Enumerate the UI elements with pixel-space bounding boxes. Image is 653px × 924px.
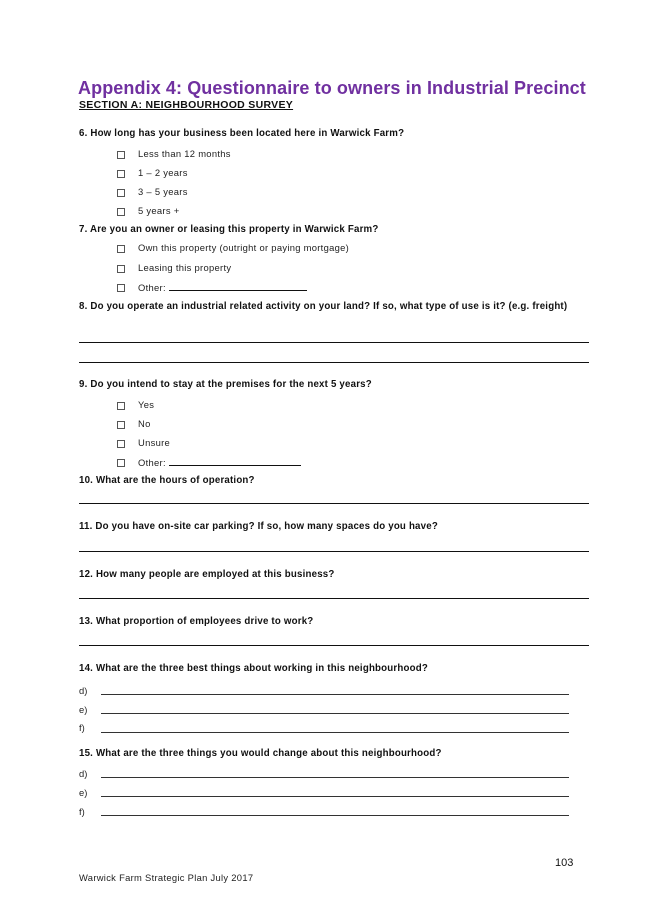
question-7: 7. Are you an owner or leasing this property in Warwick Farm? — [79, 224, 379, 235]
option-label: Own this property (outright or paying mortgage) — [138, 242, 350, 253]
option-label: Other: — [138, 281, 307, 293]
checkbox-icon[interactable] — [117, 402, 125, 410]
item-letter: d) — [79, 685, 88, 696]
item-letter: f) — [79, 722, 85, 733]
question-11: 11. Do you have on-site car parking? If so, how many spaces do you have? — [79, 521, 438, 532]
checkbox-icon[interactable] — [117, 170, 125, 178]
option-label: 1 – 2 years — [138, 167, 188, 178]
option-label: Unsure — [138, 437, 171, 448]
item-letter: e) — [79, 787, 88, 798]
checkbox-icon[interactable] — [117, 151, 125, 159]
answer-line[interactable] — [101, 796, 569, 797]
checkbox-icon[interactable] — [117, 189, 125, 197]
question-12: 12. How many people are employed at this business? — [79, 569, 335, 580]
option-label: 5 years + — [138, 205, 180, 216]
checkbox-icon[interactable] — [117, 284, 125, 292]
question-14: 14. What are the three best things about working in this neighbourhood? — [79, 663, 428, 674]
answer-line[interactable] — [101, 713, 569, 714]
checkbox-icon[interactable] — [117, 459, 125, 467]
answer-line[interactable] — [79, 645, 589, 646]
option-label: Leasing this property — [138, 262, 232, 273]
question-8: 8. Do you operate an industrial related activity on your land? If so, what type of use is it? (e.g. freight) — [79, 301, 568, 312]
other-text-field[interactable] — [169, 456, 301, 466]
answer-line[interactable] — [101, 815, 569, 816]
answer-line[interactable] — [79, 551, 589, 552]
answer-line[interactable] — [79, 503, 589, 504]
item-letter: f) — [79, 806, 85, 817]
answer-line[interactable] — [79, 342, 589, 343]
option-label: No — [138, 418, 151, 429]
answer-line[interactable] — [79, 598, 589, 599]
answer-line[interactable] — [101, 694, 569, 695]
option-label: 3 – 5 years — [138, 186, 188, 197]
page-title: Appendix 4: Questionnaire to owners in Industrial Precinct — [78, 78, 586, 98]
checkbox-icon[interactable] — [117, 265, 125, 273]
question-10: 10. What are the hours of operation? — [79, 475, 255, 486]
answer-line[interactable] — [79, 362, 589, 363]
checkbox-icon[interactable] — [117, 440, 125, 448]
other-text-field[interactable] — [169, 281, 307, 291]
question-6: 6. How long has your business been located here in Warwick Farm? — [79, 128, 405, 139]
section-heading: SECTION A: NEIGHBOURHOOD SURVEY — [79, 99, 294, 111]
item-letter: d) — [79, 768, 88, 779]
checkbox-icon[interactable] — [117, 208, 125, 216]
checkbox-icon[interactable] — [117, 245, 125, 253]
checkbox-icon[interactable] — [117, 421, 125, 429]
question-13: 13. What proportion of employees drive to work? — [79, 616, 314, 627]
answer-line[interactable] — [101, 777, 569, 778]
option-label: Yes — [138, 399, 155, 410]
item-letter: e) — [79, 704, 88, 715]
question-15: 15. What are the three things you would change about this neighbourhood? — [79, 748, 442, 759]
question-9: 9. Do you intend to stay at the premises for the next 5 years? — [79, 379, 372, 390]
footer-text: Warwick Farm Strategic Plan July 2017 — [79, 872, 254, 883]
answer-line[interactable] — [101, 732, 569, 733]
page-number: 103 — [555, 857, 574, 869]
option-label: Other: — [138, 456, 301, 468]
option-label: Less than 12 months — [138, 148, 231, 159]
